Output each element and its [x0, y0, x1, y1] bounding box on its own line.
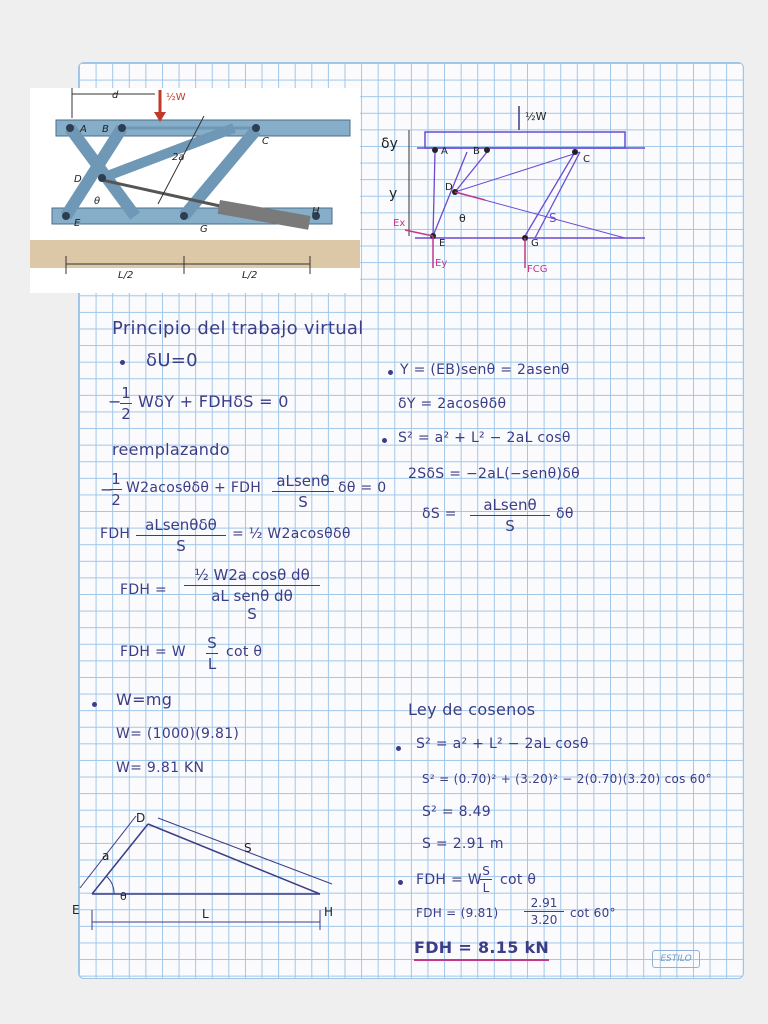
eq-w-mg: W=mg: [116, 690, 173, 709]
notebook-brand-logo: ESTILO: [652, 950, 700, 968]
label-theta: θ: [94, 196, 101, 207]
fdh-sub-num: 2.91: [530, 896, 558, 910]
sketch-arm-1: [433, 152, 435, 236]
fdh-eq-frac: [480, 864, 492, 895]
triangle-angle-arc: [106, 876, 114, 894]
sketch-label-w: ½W: [525, 110, 547, 123]
fdh-eq-tail: cot θ: [500, 872, 537, 888]
sketch-top-beam: [425, 132, 625, 148]
eq-right-y: Y = (EB)senθ = 2asenθ: [400, 362, 570, 378]
fdh-eq: FDH = W: [416, 872, 482, 888]
bullet: [388, 370, 393, 375]
sketch-label-dy: δy: [381, 136, 398, 152]
eq3-tail: δθ = 0: [338, 480, 387, 496]
eq4-den: S: [176, 537, 186, 555]
eq-right-ds-num: aLsenθ: [483, 496, 537, 514]
eq5-frac: [184, 566, 320, 623]
pin-c: [252, 124, 260, 132]
fdh-sub-frac: [524, 896, 564, 927]
eq6-num: S: [207, 634, 217, 652]
triangle-label-s: S: [244, 841, 252, 855]
eq2-rest: WδY + FDHδS = 0: [138, 392, 289, 411]
fdh-eq-den: L: [482, 881, 490, 895]
eq-right-2sds: 2SδS = −2aL(−senθ)δθ: [408, 466, 581, 482]
fdh-sub-den: 3.20: [530, 913, 558, 927]
cos-eq: S² = a² + L² − 2aL cosθ: [416, 736, 589, 752]
triangle-side-a: [92, 824, 148, 894]
label-d: d: [112, 90, 119, 101]
notes-title: Principio del trabajo virtual: [112, 318, 364, 339]
triangle-label-a: a: [102, 849, 110, 863]
eq3-mid: W2acosθδθ + FDH: [126, 480, 262, 496]
triangle-label-theta: θ: [120, 890, 127, 903]
fdh-sub-tail: cot 60°: [570, 906, 616, 920]
eq4-label: FDH: [100, 526, 131, 542]
triangle-label-l: L: [202, 907, 209, 921]
replacing-label: reemplazando: [112, 440, 230, 459]
eq-right-dy: δY = 2acosθδθ: [398, 396, 507, 412]
bullet: [92, 702, 97, 707]
sketch-label-c: C: [583, 154, 590, 165]
bullet: [382, 438, 387, 443]
hydraulic-cylinder: [218, 200, 311, 230]
fdh-eq-num: S: [482, 864, 490, 878]
eq-right-ds-frac: [470, 496, 550, 535]
cos-s2: S² = 8.49: [422, 804, 492, 820]
bullet: [398, 880, 403, 885]
label-b: B: [102, 124, 109, 135]
sketch-label-s: S: [549, 211, 557, 225]
sketch-label-ex: Ex: [393, 218, 406, 229]
sketch-label-e: E: [439, 238, 446, 249]
label-half-l-right: L/2: [242, 270, 258, 281]
eq3-half-den: 2: [111, 491, 121, 509]
scissor-lift-figure: [30, 88, 360, 293]
triangle-side-s: [148, 824, 320, 894]
eq6-tail: cot θ: [226, 644, 263, 660]
triangle-label-d: D: [136, 811, 146, 825]
cos-sub: S² = (0.70)² + (3.20)² − 2(0.70)(3.20) cos 60°: [422, 772, 712, 786]
sketch-pin-b: [484, 147, 490, 153]
sketch-arm-3: [455, 152, 487, 192]
eq-w-vals: W= (1000)(9.81): [116, 726, 240, 742]
eq3-half: [110, 470, 122, 509]
eq-right-ds-tail: δθ: [556, 506, 574, 522]
label-half-w: ½W: [166, 92, 186, 103]
sketch-label-d: D: [445, 182, 453, 193]
eq3-den: S: [298, 493, 308, 511]
eq5-den-den: S: [247, 605, 257, 623]
eq2-half: [120, 384, 132, 423]
eq4-rhs: = ½ W2acosθδθ: [232, 526, 351, 542]
eq4-frac: [136, 516, 226, 555]
sketch-pin-a: [432, 147, 438, 153]
eq4-num: aLsenθδθ: [145, 516, 217, 534]
pin-a: [66, 124, 74, 132]
label-c: C: [262, 136, 269, 147]
sketch-label-fcg: FCG: [527, 264, 548, 275]
label-2a: 2a: [172, 152, 185, 163]
eq3-num: aLsenθ: [276, 472, 330, 490]
fdh-sub-lhs: FDH = (9.81): [416, 906, 499, 920]
sketch-free-body: [375, 100, 660, 285]
eq2-half-den: 2: [121, 405, 131, 423]
eq-w-res: W= 9.81 KN: [116, 760, 205, 776]
pin-g: [180, 212, 188, 220]
eq5-den-num: aL senθ dθ: [211, 587, 293, 605]
scissor-lift-drawing: [30, 88, 360, 293]
sketch-fdh-arrow: [455, 192, 485, 200]
sketch-label-y: y: [389, 186, 398, 202]
label-e: E: [74, 218, 81, 229]
cos-title: Ley de cosenos: [408, 700, 536, 719]
eq5-num: ½ W2a cosθ dθ: [194, 566, 310, 584]
eq6-den: L: [207, 655, 217, 673]
label-half-l-left: L/2: [118, 270, 134, 281]
label-g: G: [200, 224, 208, 235]
eq-right-s2: S² = a² + L² − 2aL cosθ: [398, 430, 571, 446]
eq-virtual-work: δU=0: [146, 350, 198, 371]
label-a: A: [80, 124, 87, 135]
eq2-half-num: 1: [121, 384, 131, 402]
eq6-label: FDH = W: [120, 644, 186, 660]
eq-right-ds-lhs: δS =: [422, 506, 457, 522]
fdh-final: FDH = 8.15 kN: [414, 938, 549, 961]
eq3-half-num: 1: [111, 470, 121, 488]
sketch-label-g: G: [531, 238, 539, 249]
pin-b: [118, 124, 126, 132]
pin-e: [62, 212, 70, 220]
triangle-label-h: H: [324, 905, 334, 919]
triangle-label-e: E: [72, 903, 80, 917]
sketch-pin-c: [572, 149, 578, 155]
eq6-frac: [206, 634, 218, 673]
eq5-label: FDH =: [120, 582, 168, 598]
sketch-label-a: A: [441, 146, 448, 157]
pin-d: [98, 174, 106, 182]
cos-s: S = 2.91 m: [422, 836, 504, 852]
triangle-sketch: [62, 804, 352, 944]
label-d-point: D: [74, 174, 82, 185]
sketch-diag: [455, 152, 580, 192]
sketch-arm-5: [535, 152, 580, 238]
sketch-label-ey: Ey: [435, 258, 448, 269]
sketch-label-b: B: [473, 146, 480, 157]
bullet: [120, 360, 125, 365]
eq3-frac: [272, 472, 334, 511]
eq3-lead: −: [100, 480, 114, 499]
eq2-minus: −: [108, 392, 122, 411]
eq-right-ds-den: S: [505, 517, 515, 535]
label-h: H: [312, 206, 320, 217]
bullet: [396, 746, 401, 751]
sketch-label-theta: θ: [459, 212, 466, 225]
